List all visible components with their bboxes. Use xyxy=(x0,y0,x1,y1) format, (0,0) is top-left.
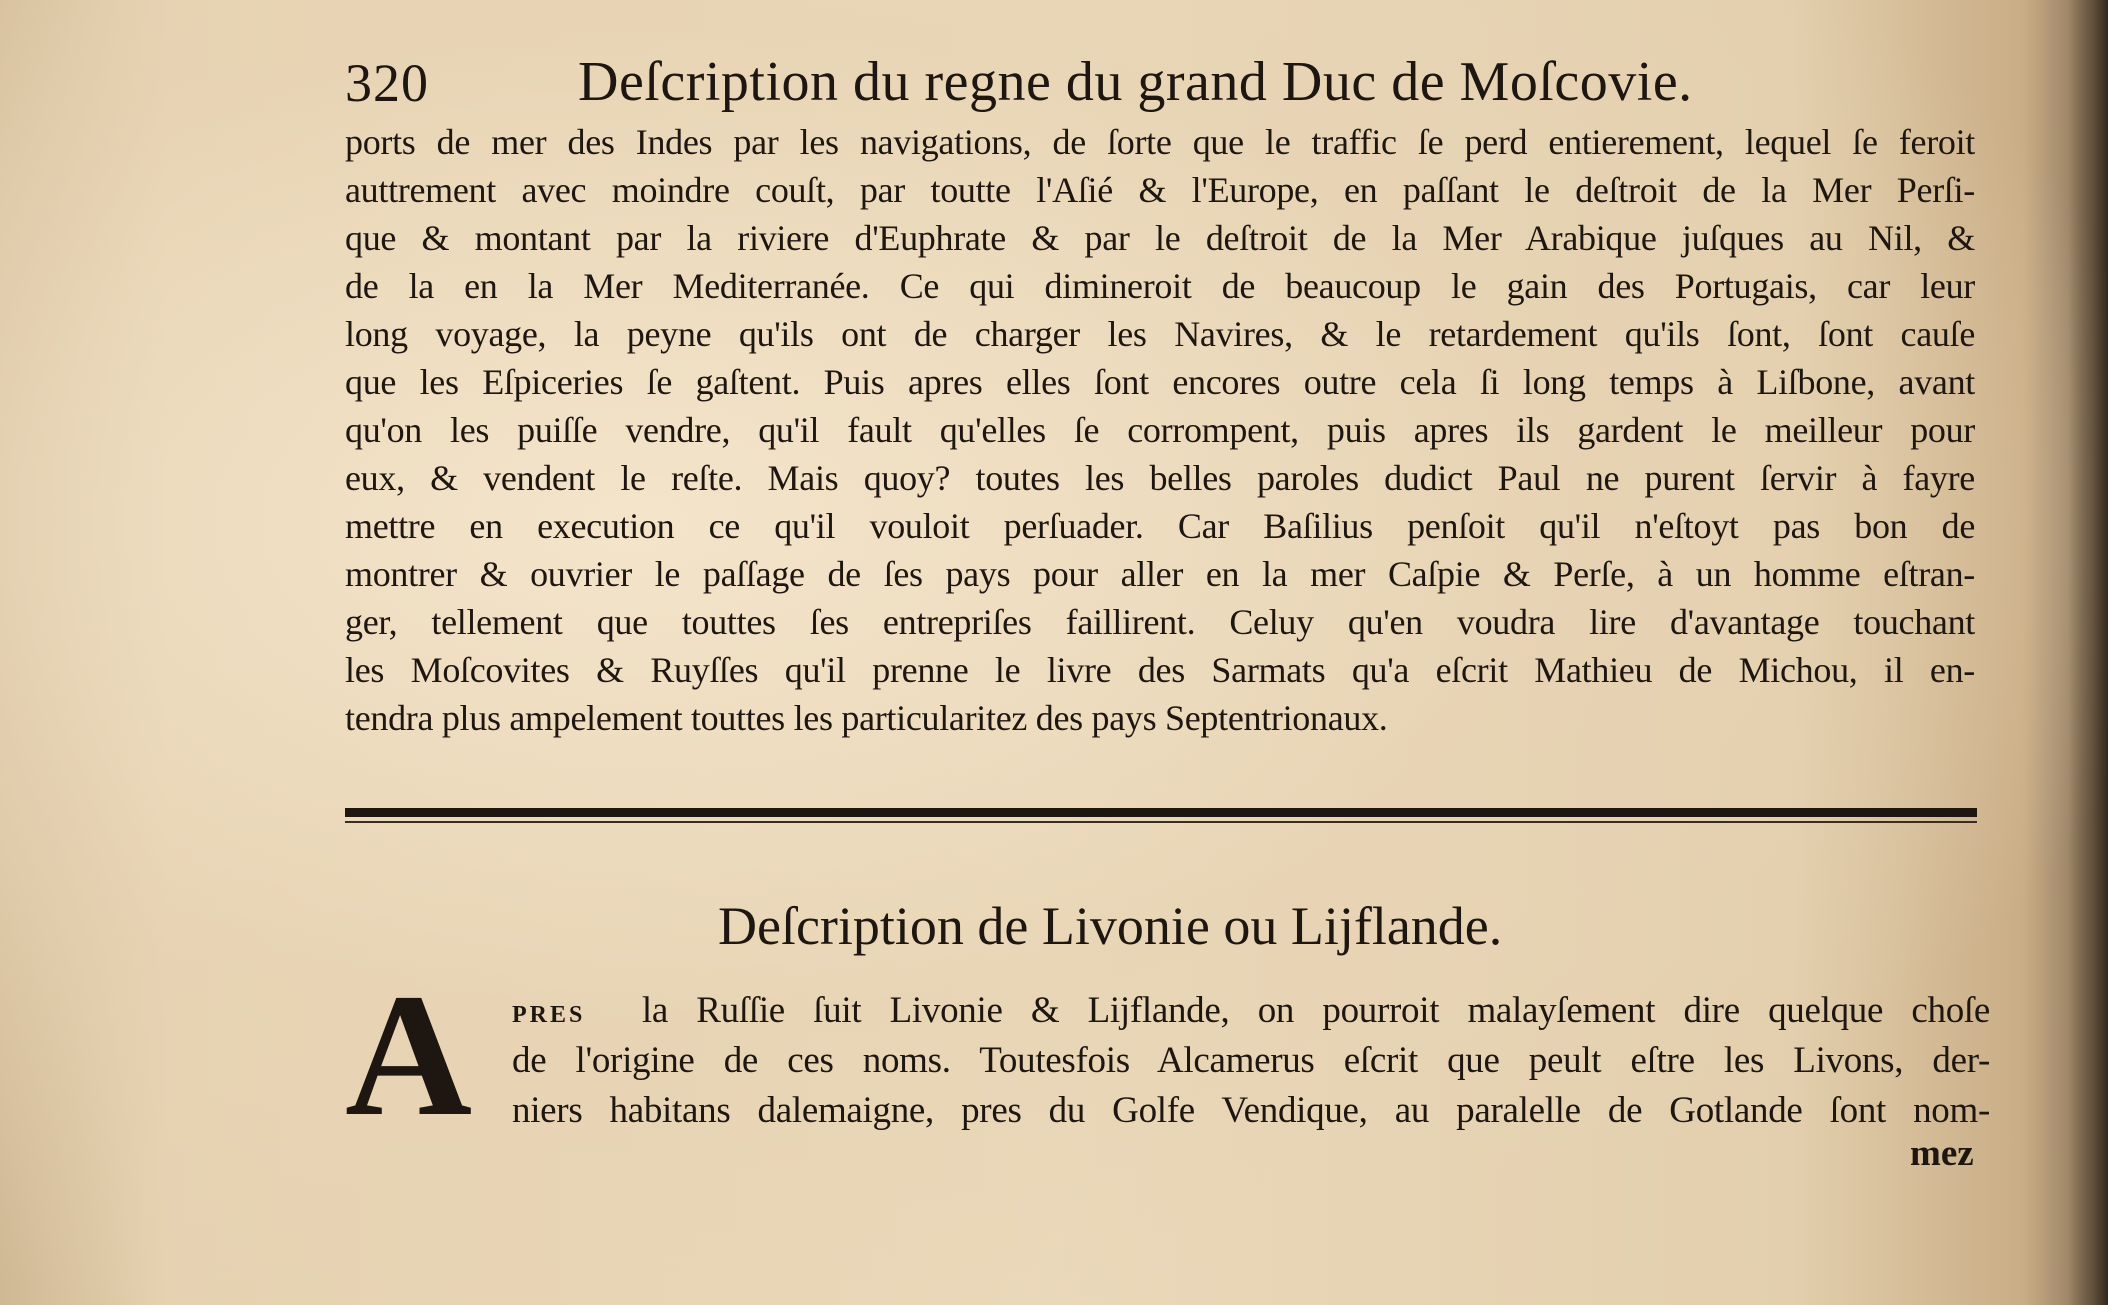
text-line: tendra plus ampelement touttes les particularitez des pays Septentrionaux. xyxy=(345,698,1388,738)
page-edge-shadow xyxy=(2068,0,2108,1305)
second-paragraph xyxy=(512,986,1990,1136)
text-line: montrer & ouvrier le paſſage de ſes pays pour aller en la mer Caſpie & Perſe, à un homme eſtran- xyxy=(345,554,1975,594)
text-line: que & montant par la riviere d'Euphrate & par le deſtroit de la Mer Arabique juſques au Nil, & xyxy=(345,218,1975,258)
section-title: Deſcription de Livonie ou Lijflande. xyxy=(718,896,1503,956)
text-line: ger, tellement que touttes ſes entrepriſes faillirent. Celuy qu'en voudra lire d'avantage touchant xyxy=(345,602,1975,642)
catchword: mez xyxy=(1910,1133,1974,1174)
text-line: eux, & vendent le reſte. Mais quoy? toutes les belles paroles dudict Paul ne purent ſervir à fayre xyxy=(345,458,1975,498)
page-number: 320 xyxy=(345,53,429,113)
text-line: ports de mer des Indes par les navigations, de ſorte que le traffic ſe perd entierement, lequel ſe feroit xyxy=(345,122,1975,162)
text-line: de la en la Mer Mediterranée. Ce qui dimineroit de beaucoup le gain des Portugais, car leur xyxy=(345,266,1975,306)
text-line: auttrement avec moindre couſt, par toutte l'Aſié & l'Europe, en paſſant le deſtroit de la Mer Perſi- xyxy=(345,170,1975,210)
lead-in-smallcaps: PRES xyxy=(512,1002,586,1028)
text-line: de l'origine de ces noms. Toutesfois Alcamerus eſcrit que peult eſtre les Livons, der- xyxy=(512,1040,1990,1081)
body-paragraph xyxy=(345,118,1975,742)
text-line: que les Eſpiceries ſe gaſtent. Puis apres elles ſont encores outre cela ſi long temps à Liſbone, avant xyxy=(345,362,1975,402)
text-line: mettre en execution ce qu'il vouloit perſuader. Car Baſilius penſoit qu'il n'eſtoyt pas bon de xyxy=(345,506,1975,546)
section-divider-rule-thin xyxy=(345,821,1977,823)
text-line-content: la Ruſſie ſuit Livonie & Lijflande, on pourroit malayſement dire quelque choſe xyxy=(641,990,1990,1031)
text-line: niers habitans dalemaigne, pres du Golfe Vendique, au paralelle de Gotlande ſont nom- xyxy=(512,1090,1990,1131)
text-line xyxy=(512,986,1990,1036)
text-line: long voyage, la peyne qu'ils ont de charger les Navires, & le retardement qu'ils ſont, ſont cauſe xyxy=(345,314,1975,354)
drop-cap: A xyxy=(345,958,473,1153)
text-line: qu'on les puiſſe vendre, qu'il fault qu'elles ſe corrompent, puis apres ils gardent le meilleur pour xyxy=(345,410,1975,450)
text-line: les Moſcovites & Ruyſſes qu'il prenne le livre des Sarmats qu'a eſcrit Mathieu de Michou, il en- xyxy=(345,650,1975,690)
running-head: Deſcription du regne du grand Duc de Moſcovie. xyxy=(578,51,1693,113)
section-divider-rule xyxy=(345,808,1977,817)
